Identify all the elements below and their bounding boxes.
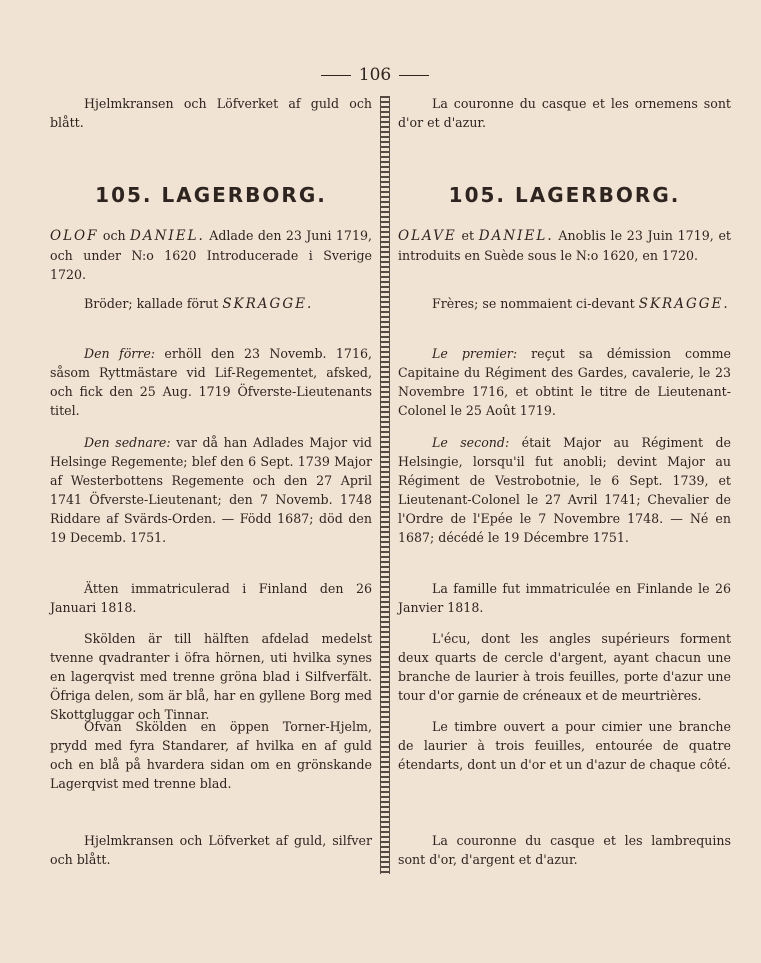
page-number-rule-right — [399, 75, 429, 76]
helmet-paragraph-sv: Ofvan Skölden en öppen Torner-Hjelm, prydd med fyra Standarer, af hvilka en af guld och en blå på hvardera sidan om en grönskande Lagerqvist med trenne blad. — [50, 719, 372, 791]
wreath-paragraph-sv: Hjelmkransen och Löfverket af guld, silfver och blått. — [50, 833, 372, 867]
finland-paragraph-fr: La famille fut immatriculée en Finlande le 26 Janvier 1818. — [398, 581, 731, 615]
intro-paragraph-sv: Hjelmkransen och Löfverket af guld och blått. — [50, 96, 372, 130]
former-name-fr: SKRAGGE. — [638, 296, 730, 312]
former-paragraph-fr: Le premier: reçut sa démission comme Capitaine du Régiment des Gardes, cavalerie, le 23 Novembre 1716, et obtint le titre de Lieutenant-Colonel le 25 Août 1719. — [398, 346, 731, 418]
former-label-fr: Le premier: — [432, 346, 518, 361]
brothers-paragraph-fr: Frères; se nommaient ci-devant SKRAGGE. — [432, 296, 730, 312]
page-number: 106 — [300, 64, 450, 86]
latter-paragraph-fr: Le second: était Major au Régiment de Helsingie, lorsqu'il fut anobli; devint Major au Régiment de Vestrobotnie, le 6 Sept. 1739, et Lieutenant-Colonel le 27 Avril 1741; Chevalier de l'Ordre de l'Epée le 7 Novembre 1748. — Né en 1687; décédé le 19 Décembre 1751. — [398, 435, 731, 545]
helmet-paragraph-fr: Le timbre ouvert a pour cimier une branche de laurier à trois feuilles, entourée de quatre étendarts, dont un d'or et un d'azur de chaque côté. — [398, 719, 731, 772]
names-paragraph-sv: OLOF och DANIEL. Adlade den 23 Juni 1719, och under N:o 1620 Introducerade i Sverige 1720. — [50, 228, 372, 282]
column-divider — [380, 96, 390, 874]
entry-heading-sv: 105. LAGERBORG. — [95, 183, 327, 207]
shield-paragraph-sv: Skölden är till hälften afdelad medelst tvenne qvadranter i öfra hörnen, uti hvilka synes en lagerqvist med trenne gröna blad i Silfverfält. Öfriga delen, som är blå, har en gyllene Borg med Skottgluggar och Tinnar. — [50, 631, 372, 722]
latter-label-fr: Le second: — [432, 435, 510, 450]
name-daniel-sv: DANIEL. — [130, 228, 205, 244]
names-paragraph-fr: OLAVE et DANIEL. Anoblis le 23 Juin 1719, et introduits en Suède sous le N:o 1620, en 1720. — [398, 228, 731, 263]
name-olave: OLAVE — [398, 228, 457, 244]
former-label-sv: Den förre: — [84, 346, 156, 361]
name-olof: OLOF — [50, 228, 99, 244]
former-name-sv: SKRAGGE. — [222, 296, 314, 312]
finland-paragraph-sv: Ätten immatriculerad i Finland den 26 Januari 1818. — [50, 581, 372, 615]
latter-label-sv: Den sednare: — [84, 435, 171, 450]
latter-paragraph-sv: Den sednare: var då han Adlades Major vid Helsinge Regemente; blef den 6 Sept. 1739 Major af Westerbottens Regemente och den 27 April 1741 Öfverste-Lieutenant; den 7 Novemb. 1748 Riddare af Svärds-Orden. — Född 1687; död den 19 Decemb. 1751. — [50, 435, 372, 545]
brothers-paragraph-sv: Bröder; kallade förut SKRAGGE. — [84, 296, 314, 312]
shield-paragraph-fr: L'écu, dont les angles supérieurs forment deux quarts de cercle d'argent, ayant chacun une branche de laurier à trois feuilles, porte d'azur une tour d'or garnie de créneaux et de meurtrières. — [398, 631, 731, 703]
name-daniel-fr: DANIEL. — [478, 228, 554, 244]
intro-paragraph-fr: La couronne du casque et les ornemens sont d'or et d'azur. — [398, 96, 731, 130]
former-paragraph-sv: Den förre: erhöll den 23 Novemb. 1716, såsom Ryttmästare vid Lif-Regementet, afsked, och fick den 25 Aug. 1719 Öfverste-Lieutenants titel. — [50, 346, 372, 418]
page-number-rule-left — [321, 75, 351, 76]
entry-heading-fr: 105. LAGERBORG. — [448, 183, 681, 207]
wreath-paragraph-fr: La couronne du casque et les lambrequins sont d'or, d'argent et d'azur. — [398, 833, 731, 867]
